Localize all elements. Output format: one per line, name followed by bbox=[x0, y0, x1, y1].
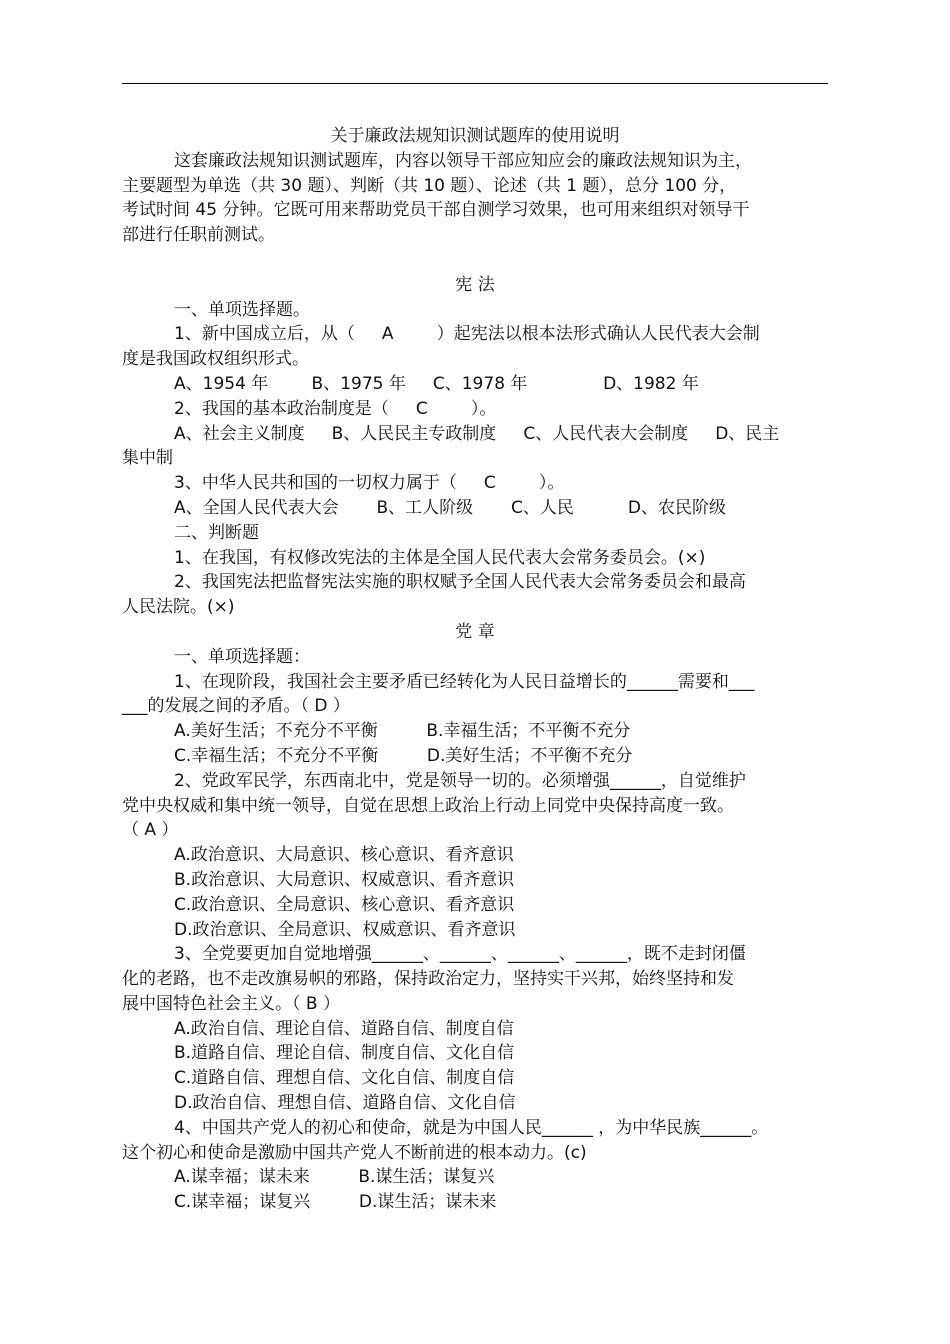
options-line: A.政治意识、大局意识、核心意识、看齐意识 bbox=[174, 845, 514, 866]
question-line: （ A ） bbox=[122, 820, 179, 841]
document-title: 关于廉政法规知识测试题库的使用说明 bbox=[330, 126, 620, 146]
options-line: C.政治意识、全局意识、核心意识、看齐意识 bbox=[174, 894, 515, 915]
options-line: A、1954 年 B、1975 年 C、1978 年 D、1982 年 bbox=[174, 373, 699, 394]
part-heading: 一、单项选择题： bbox=[174, 646, 310, 667]
options-line: B.政治意识、大局意识、权威意识、看齐意识 bbox=[174, 869, 515, 890]
question-line: 这个初心和使命是激励中国共产党人不断前进的根本动力。(c) bbox=[122, 1142, 587, 1163]
options-line: C.道路自信、理想自信、文化自信、制度自信 bbox=[174, 1068, 515, 1089]
options-line: C.幸福生活；不充分不平衡 D.美好生活；不平衡不充分 bbox=[174, 745, 633, 766]
question-line: 度是我国政权组织形式。 bbox=[122, 349, 309, 370]
part-heading: 一、单项选择题。 bbox=[174, 299, 310, 320]
options-line: B.道路自信、理论自信、制度自信、文化自信 bbox=[174, 1043, 515, 1064]
intro-line: 主要题型为单选（共 30 题）、判断（共 10 题）、论述（共 1 题），总分 100 分， bbox=[122, 175, 737, 196]
intro-line: 考试时间 45 分钟。它既可用来帮助党员干部自测学习效果，也可用来组织对领导干 bbox=[122, 200, 750, 221]
question-line: 3、中华人民共和国的一切权力属于（ C ）。 bbox=[174, 473, 565, 494]
part-heading: 二、判断题 bbox=[174, 522, 259, 543]
options-line: A.美好生活；不充分不平衡 B.幸福生活；不平衡不充分 bbox=[174, 721, 631, 742]
question-line: 1、在现阶段，我国社会主要矛盾已经转化为人民日益增长的______需要和___ bbox=[174, 671, 755, 692]
options-line: C.谋幸福；谋复兴 D.谋生活；谋未来 bbox=[174, 1192, 497, 1213]
question-line: 2、我国的基本政治制度是（ C ）。 bbox=[174, 398, 497, 419]
question-line: ___的发展之间的矛盾。（ D ） bbox=[122, 696, 350, 717]
section-title: 宪 法 bbox=[455, 274, 495, 295]
intro-line: 部进行任职前测试。 bbox=[122, 225, 275, 246]
options-line: A.政治自信、理论自信、道路自信、制度自信 bbox=[174, 1018, 514, 1039]
question-line: 展中国特色社会主义。（ B ） bbox=[122, 993, 340, 1014]
options-line: A、社会主义制度 B、人民民主专政制度 C、人民代表大会制度 D、民主 bbox=[174, 423, 780, 444]
judgment-line: 1、在我国，有权修改宪法的主体是全国人民代表大会常务委员会。(×) bbox=[174, 547, 706, 568]
spacer bbox=[122, 248, 828, 273]
intro-line: 这套廉政法规知识测试题库，内容以领导干部应知应会的廉政法规知识为主， bbox=[174, 150, 752, 171]
question-line: 2、党政军民学，东西南北中，党是领导一切的。必须增强______，自觉维护 bbox=[174, 770, 746, 791]
question-line: 化的老路，也不走改旗易帜的邪路，保持政治定力，坚持实干兴邦，始终坚持和发 bbox=[122, 969, 734, 990]
options-line: D.政治意识、全局意识、权威意识、看齐意识 bbox=[174, 919, 516, 940]
options-line: A、全国人民代表大会 B、工人阶级 C、人民 D、农民阶级 bbox=[174, 497, 726, 518]
question-line: 3、全党要更加自觉地增强______、______、______、______，既不走封闭僵 bbox=[174, 944, 746, 965]
section-title: 党 章 bbox=[455, 621, 495, 642]
options-line: 集中制 bbox=[122, 448, 173, 469]
options-line: D.政治自信、理想自信、道路自信、文化自信 bbox=[174, 1093, 516, 1114]
document-body bbox=[122, 124, 828, 1215]
question-line: 党中央权威和集中统一领导，自觉在思想上政治上行动上同党中央保持高度一致。 bbox=[122, 795, 734, 816]
judgment-line: 2、我国宪法把监督宪法实施的职权赋予全国人民代表大会常务委员会和最高 bbox=[174, 572, 746, 593]
judgment-line: 人民法院。(×) bbox=[122, 597, 235, 618]
question-line: 1、新中国成立后，从（ A ）起宪法以根本法形式确认人民代表大会制 bbox=[174, 324, 760, 345]
header-rule bbox=[122, 83, 828, 84]
question-line: 4、中国共产党人的初心和使命，就是为中国人民______ ，为中华民族______。 bbox=[174, 1117, 769, 1138]
options-line: A.谋幸福；谋未来 B.谋生活；谋复兴 bbox=[174, 1167, 495, 1188]
